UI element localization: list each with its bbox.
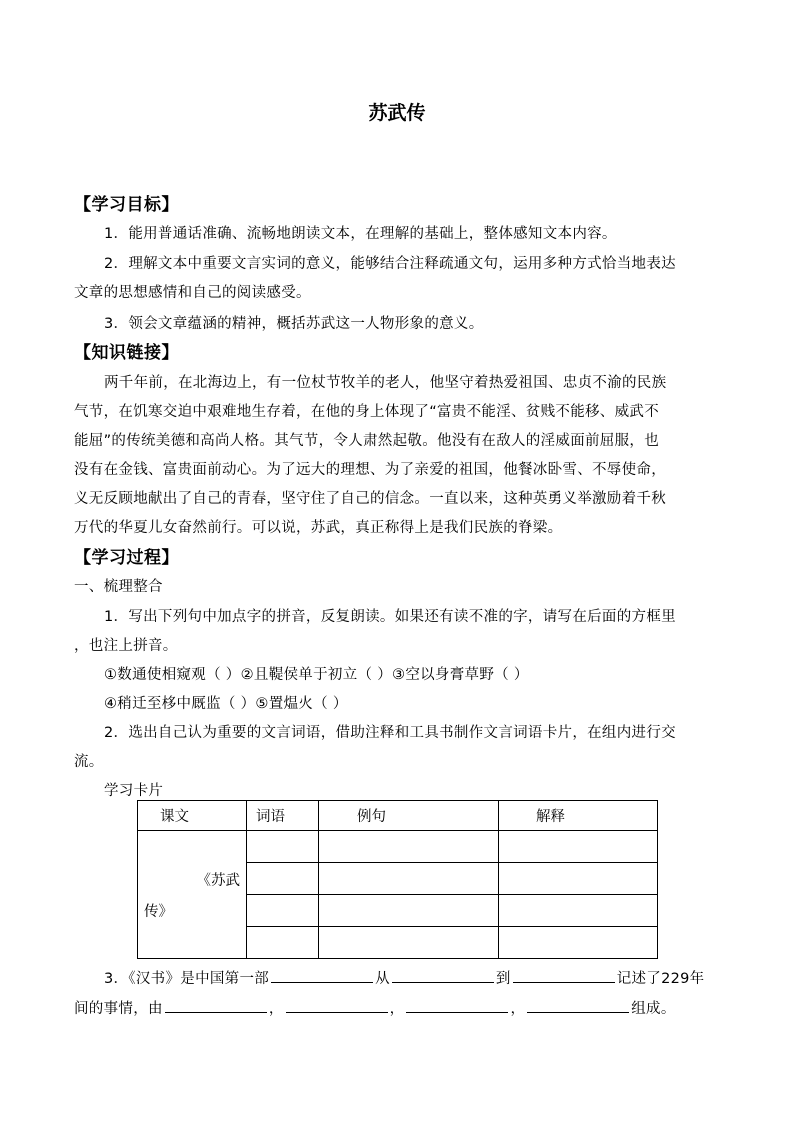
separator: ， bbox=[268, 1001, 284, 1017]
knowledge-line: 义无反顾地献出了自己的青春，坚守住了自己的信念。一直以来，这种英勇义举激励着千秋 bbox=[74, 491, 666, 507]
table-cell[interactable] bbox=[319, 927, 499, 959]
question-1-items: ④稍迁至栘中厩监（ ）⑤置煴火（ ） bbox=[104, 696, 348, 712]
question-3-text: 3．《汉书》是中国第一部 bbox=[104, 971, 270, 987]
separator: ， bbox=[510, 1001, 526, 1017]
table-text-line: 传》 bbox=[144, 903, 173, 920]
goal-item-2: 2．理解文本中重要文言实词的意义，能够结合注释疏通文句，运用多种方式恰当地表达 bbox=[104, 256, 676, 272]
question-1-cont: ，也注上拼音。 bbox=[74, 638, 178, 654]
knowledge-line: 能屈”的传统美德和高尚人格。其气节，令人肃然起敬。他没有在敌人的淫威面前屈服，也 bbox=[74, 433, 660, 449]
table-cell[interactable] bbox=[247, 895, 319, 927]
study-card-table bbox=[137, 800, 658, 959]
goal-item-3: 3．领会文章蕴涵的精神，概括苏武这一人物形象的意义。 bbox=[104, 316, 484, 332]
question-1: 1．写出下列句中加点字的拼音，反复朗读。如果还有读不准的字，请写在后面的方框里 bbox=[104, 609, 676, 625]
question-3-text: 从 bbox=[375, 971, 390, 987]
table-cell[interactable] bbox=[499, 863, 658, 895]
question-3-text: 记述了229年 bbox=[616, 971, 705, 987]
fill-blank[interactable] bbox=[406, 998, 508, 1013]
fill-blank[interactable] bbox=[392, 968, 494, 983]
table-cell[interactable] bbox=[319, 831, 499, 863]
question-3-text: 间的事情，由 bbox=[74, 1001, 163, 1017]
fill-blank[interactable] bbox=[527, 998, 629, 1013]
question-3 bbox=[104, 967, 704, 988]
table-cell[interactable] bbox=[319, 895, 499, 927]
fill-blank[interactable] bbox=[513, 968, 615, 983]
question-2-cont: 流。 bbox=[74, 754, 104, 770]
table-cell[interactable] bbox=[499, 927, 658, 959]
question-2: 2．选出自己认为重要的文言词语，借助注释和工具书制作文言词语卡片，在组内进行交 bbox=[104, 725, 676, 741]
table-text-line: 《苏武 bbox=[196, 872, 240, 889]
table-header: 课文 bbox=[138, 801, 247, 831]
process-heading: 【学习过程】 bbox=[74, 548, 179, 568]
fill-blank[interactable] bbox=[271, 968, 373, 983]
card-label: 学习卡片 bbox=[104, 783, 164, 799]
table-cell[interactable] bbox=[247, 927, 319, 959]
goal-item-1: 1．能用普通话准确、流畅地朗读文本，在理解的基础上，整体感知文本内容。 bbox=[104, 226, 617, 242]
table-cell[interactable] bbox=[247, 831, 319, 863]
knowledge-line: 气节，在饥寒交迫中艰难地生存着，在他的身上体现了“富贵不能淫、贫贱不能移、威武不 bbox=[74, 404, 660, 420]
table-cell[interactable] bbox=[247, 863, 319, 895]
fill-blank[interactable] bbox=[165, 998, 267, 1013]
table-header: 例句 bbox=[319, 801, 499, 831]
question-3-text: 组成。 bbox=[631, 1001, 676, 1017]
table-cell[interactable] bbox=[499, 895, 658, 927]
goal-item-2-cont: 文章的思想感情和自己的阅读感受。 bbox=[74, 285, 311, 301]
goals-heading: 【学习目标】 bbox=[74, 195, 179, 215]
knowledge-line: 没有在金钱、富贵面前动心。为了远大的理想、为了亲爱的祖国，他餐冰卧雪、不辱使命， bbox=[74, 462, 666, 478]
knowledge-heading: 【知识链接】 bbox=[74, 343, 179, 363]
table-cell[interactable] bbox=[499, 831, 658, 863]
table-text-cell bbox=[138, 831, 247, 959]
question-3-cont bbox=[74, 997, 676, 1018]
table-header: 解释 bbox=[499, 801, 658, 831]
knowledge-line: 万代的华夏儿女奋然前行。可以说，苏武，真正称得上是我们民族的脊梁。 bbox=[74, 520, 563, 536]
question-3-text: 到 bbox=[495, 971, 511, 987]
subsection-title: 一、梳理整合 bbox=[74, 579, 163, 595]
table-cell[interactable] bbox=[319, 863, 499, 895]
knowledge-line: 两千年前，在北海边上，有一位杖节牧羊的老人，他坚守着热爱祖国、忠贞不渝的民族 bbox=[104, 375, 667, 391]
question-1-items: ①数通使相窥观（ ）②且鞮侯单于初立（ ）③空以身膏草野（ ） bbox=[104, 667, 529, 683]
fill-blank[interactable] bbox=[286, 998, 388, 1013]
table-header: 词语 bbox=[247, 801, 319, 831]
page-title: 苏武传 bbox=[368, 102, 426, 124]
separator: ， bbox=[389, 1001, 405, 1017]
